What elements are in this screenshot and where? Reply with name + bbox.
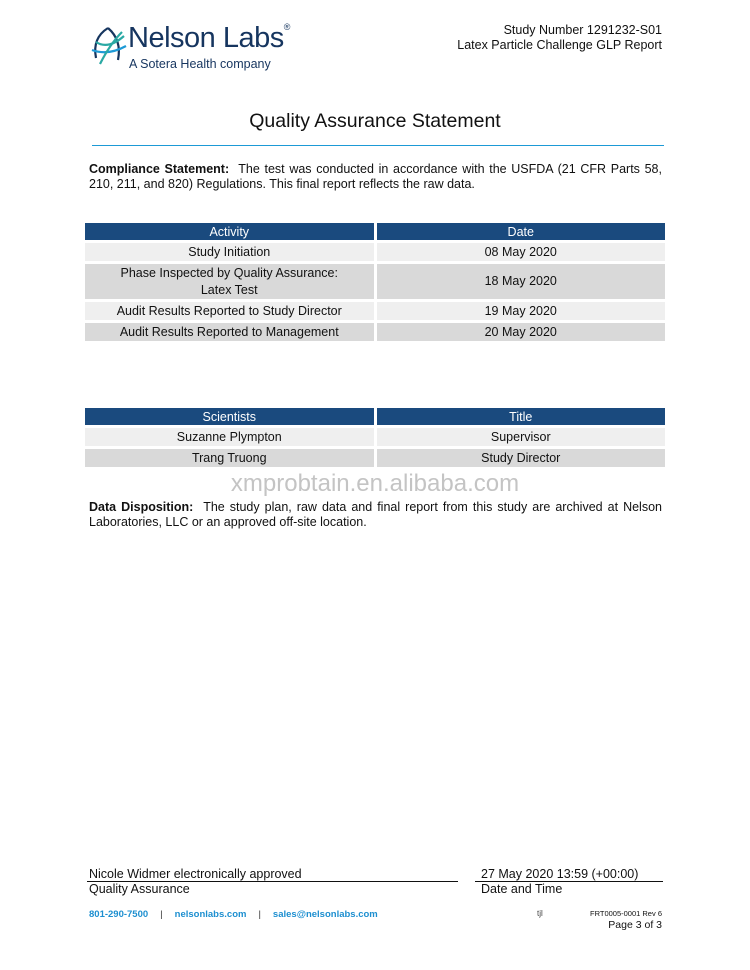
compliance-text: The test was conducted in accordance with the USFDA (21 CFR Parts 58, 210, 211, and 820) Regulations. This final report reflects the raw data. bbox=[89, 162, 662, 191]
globe-icon bbox=[92, 28, 126, 64]
logo-tagline: A Sotera Health company bbox=[129, 57, 271, 71]
page-title: Quality Assurance Statement bbox=[249, 110, 501, 132]
table-row bbox=[85, 449, 665, 467]
approval-role: Quality Assurance bbox=[89, 882, 190, 896]
date-cell: 20 May 2020 bbox=[377, 323, 666, 341]
logo-name: Nelson Labs bbox=[128, 22, 284, 54]
date-cell: 08 May 2020 bbox=[377, 243, 666, 261]
form-id: FRT0005-0001 Rev 6 bbox=[590, 909, 662, 918]
date-cell: 18 May 2020 bbox=[377, 264, 666, 299]
activity-cell bbox=[85, 264, 374, 299]
datetime-label: Date and Time bbox=[481, 882, 563, 896]
compliance-statement bbox=[89, 162, 662, 192]
disposition-label: Data Disposition: bbox=[89, 500, 194, 514]
date-cell: 19 May 2020 bbox=[377, 302, 666, 320]
column-header-date: Date bbox=[377, 223, 666, 240]
logo-wordmark bbox=[128, 22, 290, 55]
table-row bbox=[85, 302, 665, 320]
table-header-row bbox=[85, 408, 665, 425]
data-disposition bbox=[89, 500, 662, 530]
email-link[interactable]: sales@nelsonlabs.com bbox=[272, 909, 378, 920]
scientist-title-cell: Supervisor bbox=[377, 428, 666, 446]
watermark: xmprobtain.en.alibaba.com bbox=[230, 470, 520, 497]
disposition-text: The study plan, raw data and final report from this study are archived at Nelson Laboratories, LLC or an approved off-site location. bbox=[89, 500, 662, 529]
table-row bbox=[85, 428, 665, 446]
report-name: Latex Particle Challenge GLP Report bbox=[457, 38, 662, 52]
approval-text: Nicole Widmer electronically approved bbox=[89, 867, 302, 881]
scientist-name-cell: Suzanne Plympton bbox=[85, 428, 374, 446]
approval-datetime: 27 May 2020 13:59 (+00:00) bbox=[481, 867, 639, 881]
table-row bbox=[85, 264, 665, 299]
activity-line: Latex Test bbox=[200, 282, 258, 297]
title-divider bbox=[92, 145, 664, 146]
scientist-title-cell: Study Director bbox=[377, 449, 666, 467]
registered-mark: ® bbox=[283, 22, 290, 32]
activity-line: Phase Inspected by Quality Assurance: bbox=[120, 265, 338, 280]
report-header-info bbox=[457, 23, 662, 53]
activity-cell: Study Initiation bbox=[85, 243, 374, 261]
activity-table bbox=[82, 220, 668, 344]
website-link[interactable]: nelsonlabs.com bbox=[174, 909, 247, 920]
activity-cell: Audit Results Reported to Study Director bbox=[85, 302, 374, 320]
study-number: Study Number 1291232-S01 bbox=[503, 23, 662, 37]
scientists-table bbox=[82, 405, 668, 470]
column-header-title: Title bbox=[377, 408, 666, 425]
separator: | bbox=[258, 909, 261, 920]
scientist-name-cell: Trang Truong bbox=[85, 449, 374, 467]
compliance-label: Compliance Statement: bbox=[89, 162, 230, 176]
activity-cell: Audit Results Reported to Management bbox=[85, 323, 374, 341]
table-row bbox=[85, 323, 665, 341]
column-header-activity: Activity bbox=[85, 223, 374, 240]
separator: | bbox=[160, 909, 163, 920]
page-number: Page 3 of 3 bbox=[608, 919, 662, 931]
table-row bbox=[85, 243, 665, 261]
contact-info bbox=[89, 909, 378, 920]
table-header-row bbox=[85, 223, 665, 240]
phone-number[interactable]: 801-290-7500 bbox=[89, 909, 149, 920]
column-header-scientists: Scientists bbox=[85, 408, 374, 425]
initials: tjl bbox=[537, 909, 543, 918]
